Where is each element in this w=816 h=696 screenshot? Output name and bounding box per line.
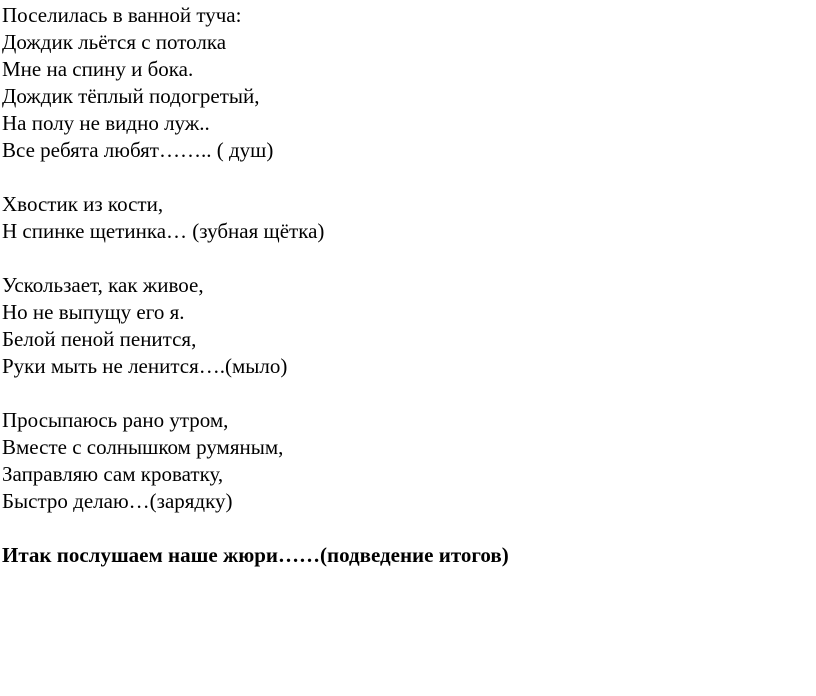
- paragraph-gap: [2, 515, 509, 542]
- paragraph-gap: [2, 164, 509, 191]
- riddle-line: Ускользает, как живое,: [2, 273, 204, 297]
- riddle-line: На полу не видно луж..: [2, 111, 210, 135]
- riddle-line: Белой пеной пенится,: [2, 327, 197, 351]
- riddle-line: Но не выпущу его я.: [2, 300, 185, 324]
- riddle-line: Быстро делаю…(зарядку): [2, 489, 233, 513]
- riddle-line: Хвостик из кости,: [2, 192, 164, 216]
- paragraph-gap: [2, 380, 509, 407]
- closing-line: Итак послушаем наше жюри……(подведение итогов): [2, 543, 509, 567]
- riddle-line: Вместе с солнышком румяным,: [2, 435, 284, 459]
- riddle-line: Н спинке щетинка… (зубная щётка): [2, 219, 325, 243]
- riddle-line: Мне на спину и бока.: [2, 57, 194, 81]
- riddle-line: Поселилась в ванной туча:: [2, 3, 242, 27]
- riddle-line: Дождик тёплый подогретый,: [2, 84, 260, 108]
- paragraph-gap: [2, 245, 509, 272]
- riddle-4: [2, 407, 509, 515]
- riddle-2: [2, 191, 509, 245]
- riddle-line: Просыпаюсь рано утром,: [2, 408, 229, 432]
- riddle-1: [2, 2, 509, 164]
- riddle-3: [2, 272, 509, 380]
- riddle-line: Руки мыть не ленится….(мыло): [2, 354, 288, 378]
- riddle-line: Все ребята любят…….. ( душ): [2, 138, 274, 162]
- document-body: [2, 2, 509, 569]
- riddle-line: Заправляю сам кроватку,: [2, 462, 224, 486]
- riddle-line: Дождик льётся с потолка: [2, 30, 227, 54]
